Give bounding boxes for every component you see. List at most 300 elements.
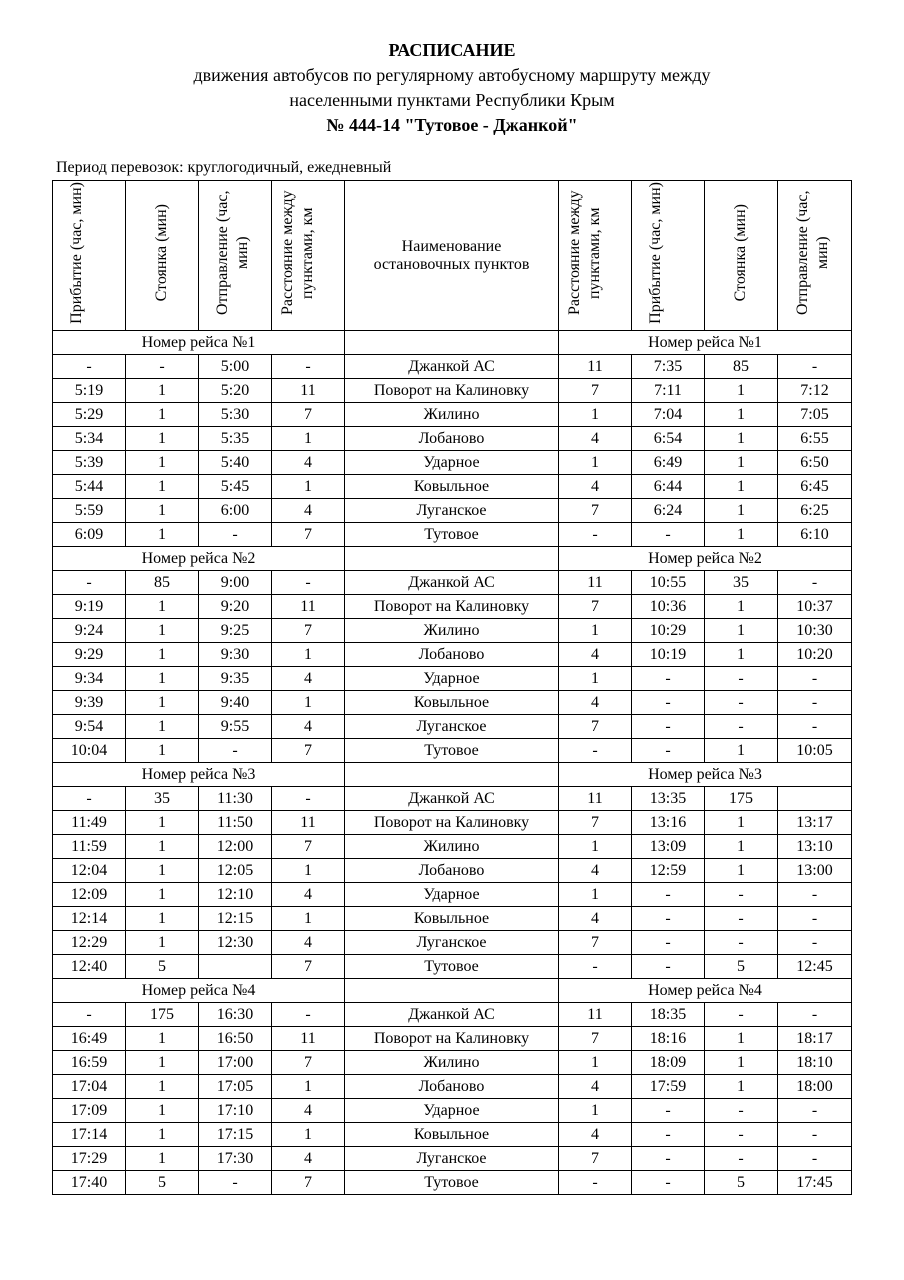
distance-out-cell: 11 xyxy=(272,595,345,619)
stop-back-cell: 1 xyxy=(705,427,778,451)
arrival-back-cell: - xyxy=(632,715,705,739)
departure-back-cell: 6:25 xyxy=(778,499,852,523)
stop-back-cell: 1 xyxy=(705,379,778,403)
table-row xyxy=(53,475,852,499)
departure-out-cell: 9:00 xyxy=(199,571,272,595)
departure-out-cell: - xyxy=(199,1171,272,1195)
distance-out-cell: 11 xyxy=(272,811,345,835)
stop-out-cell: 1 xyxy=(126,931,199,955)
stop-out-cell: 1 xyxy=(126,595,199,619)
stop-out-cell: 175 xyxy=(126,1003,199,1027)
arrival-out-cell: 9:19 xyxy=(53,595,126,619)
departure-out-cell: 9:30 xyxy=(199,643,272,667)
table-row xyxy=(53,691,852,715)
distance-back-cell: - xyxy=(559,739,632,763)
arrival-out-cell: 17:09 xyxy=(53,1099,126,1123)
departure-back-cell: - xyxy=(778,667,852,691)
stop-back-cell: 1 xyxy=(705,475,778,499)
distance-back-cell: 1 xyxy=(559,451,632,475)
stop-out-cell: 1 xyxy=(126,1147,199,1171)
stop-name-cell: Джанкой АС xyxy=(345,1003,559,1027)
arrival-back-cell: - xyxy=(632,883,705,907)
table-row xyxy=(53,595,852,619)
table-row xyxy=(53,835,852,859)
stop-name-cell: Поворот на Калиновку xyxy=(345,1027,559,1051)
stop-name-cell: Ударное xyxy=(345,667,559,691)
stop-back-cell: 1 xyxy=(705,1027,778,1051)
stop-name-cell: Ковыльное xyxy=(345,1123,559,1147)
arrival-back-cell: 10:29 xyxy=(632,619,705,643)
arrival-back-cell: 18:09 xyxy=(632,1051,705,1075)
arrival-out-cell: 5:59 xyxy=(53,499,126,523)
stop-back-cell: 1 xyxy=(705,739,778,763)
stop-name-cell: Тутовое xyxy=(345,739,559,763)
stop-back-cell: - xyxy=(705,907,778,931)
departure-back-cell: 7:12 xyxy=(778,379,852,403)
arrival-back-cell: 7:04 xyxy=(632,403,705,427)
arrival-back-cell: 10:55 xyxy=(632,571,705,595)
document-subtitle-line-1: движения автобусов по регулярному автобусному маршруту между xyxy=(193,65,711,85)
table-row xyxy=(53,907,852,931)
arrival-back-cell: - xyxy=(632,907,705,931)
stop-back-cell: 1 xyxy=(705,523,778,547)
table-row xyxy=(53,787,852,811)
stop-out-cell: 1 xyxy=(126,1027,199,1051)
distance-back-cell: 7 xyxy=(559,1147,632,1171)
trip-header-spacer xyxy=(345,979,559,1003)
arrival-back-cell: - xyxy=(632,667,705,691)
departure-out-cell: - xyxy=(199,739,272,763)
table-row xyxy=(53,1147,852,1171)
distance-out-cell: 1 xyxy=(272,643,345,667)
arrival-out-cell: - xyxy=(53,571,126,595)
departure-back-cell: 10:37 xyxy=(778,595,852,619)
distance-out-cell: - xyxy=(272,355,345,379)
departure-out-cell: 12:00 xyxy=(199,835,272,859)
arrival-out-cell: 16:49 xyxy=(53,1027,126,1051)
table-row xyxy=(53,1171,852,1195)
stop-name-cell: Ковыльное xyxy=(345,475,559,499)
column-header-arrival-left: Прибытие (час, мин) xyxy=(53,181,126,331)
distance-out-cell: 11 xyxy=(272,379,345,403)
arrival-back-cell: - xyxy=(632,955,705,979)
table-row xyxy=(53,859,852,883)
trip-number-left: Номер рейса №3 xyxy=(53,763,345,787)
stop-out-cell: 1 xyxy=(126,883,199,907)
distance-out-cell: 7 xyxy=(272,739,345,763)
stop-out-cell: 1 xyxy=(126,715,199,739)
arrival-out-cell: - xyxy=(53,787,126,811)
trip-number-left: Номер рейса №2 xyxy=(53,547,345,571)
stop-back-cell: - xyxy=(705,883,778,907)
document-subtitle-line-2: населенными пунктами Республики Крым xyxy=(289,90,615,110)
stop-back-cell: 1 xyxy=(705,643,778,667)
trip-header-row xyxy=(53,331,852,355)
table-row xyxy=(53,523,852,547)
departure-out-cell: 12:05 xyxy=(199,859,272,883)
table-row xyxy=(53,739,852,763)
distance-back-cell: 11 xyxy=(559,355,632,379)
arrival-out-cell: 5:44 xyxy=(53,475,126,499)
departure-back-cell: 7:05 xyxy=(778,403,852,427)
column-header-stop-name: Наименование остановочных пунктов xyxy=(345,181,559,331)
arrival-back-cell: 10:19 xyxy=(632,643,705,667)
departure-back-cell: 13:00 xyxy=(778,859,852,883)
distance-back-cell: 11 xyxy=(559,571,632,595)
trip-number-right: Номер рейса №3 xyxy=(559,763,852,787)
arrival-out-cell: 5:39 xyxy=(53,451,126,475)
departure-out-cell: 5:40 xyxy=(199,451,272,475)
departure-out-cell: 5:35 xyxy=(199,427,272,451)
distance-back-cell: 7 xyxy=(559,595,632,619)
arrival-back-cell: - xyxy=(632,1171,705,1195)
stop-name-cell: Жилино xyxy=(345,619,559,643)
stop-back-cell: 1 xyxy=(705,1075,778,1099)
distance-out-cell: 7 xyxy=(272,619,345,643)
departure-back-cell: 12:45 xyxy=(778,955,852,979)
distance-back-cell: 4 xyxy=(559,427,632,451)
column-header-distance-right: Расстояние между пунктами, км xyxy=(559,181,632,331)
departure-back-cell: - xyxy=(778,931,852,955)
stop-name-cell: Луганское xyxy=(345,931,559,955)
distance-out-cell: 1 xyxy=(272,907,345,931)
schedule-body xyxy=(53,331,852,1195)
arrival-back-cell: 13:16 xyxy=(632,811,705,835)
distance-back-cell: 11 xyxy=(559,1003,632,1027)
departure-back-cell: 13:10 xyxy=(778,835,852,859)
distance-back-cell: 11 xyxy=(559,787,632,811)
stop-name-cell: Джанкой АС xyxy=(345,355,559,379)
distance-back-cell: 7 xyxy=(559,499,632,523)
trip-header-spacer xyxy=(345,331,559,355)
departure-back-cell: - xyxy=(778,1147,852,1171)
stop-out-cell: 1 xyxy=(126,1099,199,1123)
stop-out-cell: 1 xyxy=(126,811,199,835)
table-row xyxy=(53,931,852,955)
trip-header-spacer xyxy=(345,547,559,571)
distance-back-cell: 1 xyxy=(559,883,632,907)
stop-name-cell: Лобаново xyxy=(345,643,559,667)
trip-header-row xyxy=(53,763,852,787)
arrival-out-cell: - xyxy=(53,355,126,379)
table-row xyxy=(53,355,852,379)
distance-back-cell: 7 xyxy=(559,715,632,739)
route-number: № 444-14 "Тутовое - Джанкой" xyxy=(326,115,578,135)
stop-out-cell: 1 xyxy=(126,1123,199,1147)
distance-out-cell: 1 xyxy=(272,1075,345,1099)
table-row xyxy=(53,379,852,403)
column-header-stop-left: Стоянка (мин) xyxy=(126,181,199,331)
stop-name-cell: Луганское xyxy=(345,1147,559,1171)
stop-name-cell: Жилино xyxy=(345,403,559,427)
stop-out-cell: 1 xyxy=(126,667,199,691)
stop-name-cell: Жилино xyxy=(345,835,559,859)
departure-out-cell: 5:00 xyxy=(199,355,272,379)
departure-back-cell: 18:10 xyxy=(778,1051,852,1075)
departure-out-cell: - xyxy=(199,523,272,547)
trip-header-spacer xyxy=(345,763,559,787)
arrival-out-cell: 5:34 xyxy=(53,427,126,451)
stop-out-cell: 1 xyxy=(126,403,199,427)
departure-back-cell: - xyxy=(778,571,852,595)
arrival-out-cell: 5:19 xyxy=(53,379,126,403)
arrival-out-cell: 12:29 xyxy=(53,931,126,955)
distance-back-cell: 4 xyxy=(559,691,632,715)
stop-name-cell: Ковыльное xyxy=(345,691,559,715)
arrival-back-cell: 6:49 xyxy=(632,451,705,475)
arrival-back-cell: - xyxy=(632,1099,705,1123)
arrival-out-cell: 12:14 xyxy=(53,907,126,931)
distance-back-cell: 7 xyxy=(559,379,632,403)
departure-back-cell: 18:00 xyxy=(778,1075,852,1099)
departure-out-cell: 17:10 xyxy=(199,1099,272,1123)
arrival-back-cell: - xyxy=(632,1147,705,1171)
departure-out-cell: 12:30 xyxy=(199,931,272,955)
departure-back-cell xyxy=(778,787,852,811)
distance-out-cell: 7 xyxy=(272,955,345,979)
table-row xyxy=(53,883,852,907)
arrival-back-cell: 6:54 xyxy=(632,427,705,451)
distance-out-cell: 1 xyxy=(272,859,345,883)
arrival-back-cell: - xyxy=(632,691,705,715)
departure-back-cell: 6:10 xyxy=(778,523,852,547)
table-row xyxy=(53,499,852,523)
distance-out-cell: 4 xyxy=(272,883,345,907)
departure-back-cell: 10:05 xyxy=(778,739,852,763)
document-title: РАСПИСАНИЕ xyxy=(388,40,516,60)
stop-back-cell: 1 xyxy=(705,859,778,883)
arrival-back-cell: 12:59 xyxy=(632,859,705,883)
departure-out-cell: 9:55 xyxy=(199,715,272,739)
stop-out-cell: 5 xyxy=(126,955,199,979)
departure-out-cell: 9:25 xyxy=(199,619,272,643)
distance-back-cell: 7 xyxy=(559,931,632,955)
stop-name-cell: Тутовое xyxy=(345,523,559,547)
stop-name-cell: Джанкой АС xyxy=(345,571,559,595)
arrival-back-cell: - xyxy=(632,739,705,763)
table-row xyxy=(53,667,852,691)
stop-back-cell: - xyxy=(705,691,778,715)
distance-back-cell: 1 xyxy=(559,1051,632,1075)
departure-out-cell: 9:20 xyxy=(199,595,272,619)
table-row xyxy=(53,1003,852,1027)
arrival-out-cell: 12:40 xyxy=(53,955,126,979)
arrival-out-cell: 17:04 xyxy=(53,1075,126,1099)
stop-out-cell: 1 xyxy=(126,1051,199,1075)
departure-back-cell: 10:20 xyxy=(778,643,852,667)
stop-back-cell: - xyxy=(705,667,778,691)
arrival-out-cell: - xyxy=(53,1003,126,1027)
departure-out-cell: 17:05 xyxy=(199,1075,272,1099)
distance-out-cell: 11 xyxy=(272,1027,345,1051)
stop-back-cell: - xyxy=(705,931,778,955)
stop-name-cell: Лобаново xyxy=(345,427,559,451)
stop-back-cell: 35 xyxy=(705,571,778,595)
departure-back-cell: - xyxy=(778,715,852,739)
stop-out-cell: 1 xyxy=(126,643,199,667)
arrival-out-cell: 11:49 xyxy=(53,811,126,835)
document-header xyxy=(0,38,904,138)
departure-back-cell: 10:30 xyxy=(778,619,852,643)
arrival-out-cell: 11:59 xyxy=(53,835,126,859)
distance-out-cell: 4 xyxy=(272,1147,345,1171)
arrival-out-cell: 16:59 xyxy=(53,1051,126,1075)
distance-out-cell: 7 xyxy=(272,403,345,427)
distance-out-cell: 1 xyxy=(272,691,345,715)
stop-name-cell: Лобаново xyxy=(345,1075,559,1099)
stop-out-cell: 1 xyxy=(126,835,199,859)
departure-out-cell: 6:00 xyxy=(199,499,272,523)
stop-back-cell: 1 xyxy=(705,451,778,475)
departure-out-cell: 5:45 xyxy=(199,475,272,499)
stop-name-cell: Ковыльное xyxy=(345,907,559,931)
stop-name-cell: Тутовое xyxy=(345,1171,559,1195)
arrival-back-cell: - xyxy=(632,931,705,955)
stop-name-cell: Поворот на Калиновку xyxy=(345,811,559,835)
departure-back-cell: - xyxy=(778,907,852,931)
stop-back-cell: - xyxy=(705,1147,778,1171)
departure-back-cell: 6:55 xyxy=(778,427,852,451)
departure-out-cell: 9:40 xyxy=(199,691,272,715)
arrival-out-cell: 9:39 xyxy=(53,691,126,715)
distance-back-cell: 1 xyxy=(559,835,632,859)
stop-name-cell: Луганское xyxy=(345,499,559,523)
stop-back-cell: - xyxy=(705,715,778,739)
distance-back-cell: - xyxy=(559,1171,632,1195)
arrival-back-cell: 18:35 xyxy=(632,1003,705,1027)
distance-back-cell: 4 xyxy=(559,475,632,499)
distance-out-cell: 7 xyxy=(272,523,345,547)
distance-back-cell: - xyxy=(559,523,632,547)
arrival-back-cell: 13:35 xyxy=(632,787,705,811)
stop-name-cell: Поворот на Калиновку xyxy=(345,595,559,619)
table-row xyxy=(53,1051,852,1075)
arrival-back-cell: 7:11 xyxy=(632,379,705,403)
stop-out-cell: 85 xyxy=(126,571,199,595)
distance-out-cell: - xyxy=(272,571,345,595)
distance-out-cell: 4 xyxy=(272,499,345,523)
departure-out-cell: 11:50 xyxy=(199,811,272,835)
arrival-back-cell: 6:44 xyxy=(632,475,705,499)
arrival-back-cell: - xyxy=(632,523,705,547)
arrival-out-cell: 9:34 xyxy=(53,667,126,691)
distance-back-cell: 1 xyxy=(559,619,632,643)
arrival-out-cell: 9:54 xyxy=(53,715,126,739)
arrival-out-cell: 9:29 xyxy=(53,643,126,667)
arrival-out-cell: 6:09 xyxy=(53,523,126,547)
stop-back-cell: 1 xyxy=(705,499,778,523)
column-header-distance-left: Расстояние между пунктами, км xyxy=(272,181,345,331)
table-row xyxy=(53,1075,852,1099)
departure-back-cell: - xyxy=(778,1123,852,1147)
distance-back-cell: 7 xyxy=(559,811,632,835)
stop-name-cell: Джанкой АС xyxy=(345,787,559,811)
distance-out-cell: 7 xyxy=(272,1171,345,1195)
stop-back-cell: 1 xyxy=(705,403,778,427)
distance-out-cell: 4 xyxy=(272,1099,345,1123)
arrival-back-cell: - xyxy=(632,1123,705,1147)
stop-out-cell: 1 xyxy=(126,1075,199,1099)
schedule-table xyxy=(52,180,852,1195)
distance-out-cell: 7 xyxy=(272,835,345,859)
arrival-out-cell: 9:24 xyxy=(53,619,126,643)
stop-out-cell: 1 xyxy=(126,523,199,547)
departure-back-cell: 17:45 xyxy=(778,1171,852,1195)
distance-out-cell: 1 xyxy=(272,475,345,499)
departure-back-cell: - xyxy=(778,355,852,379)
arrival-back-cell: 13:09 xyxy=(632,835,705,859)
table-row xyxy=(53,811,852,835)
stop-out-cell: 5 xyxy=(126,1171,199,1195)
departure-out-cell xyxy=(199,955,272,979)
stop-name-cell: Луганское xyxy=(345,715,559,739)
column-header-arrival-right: Прибытие (час, мин) xyxy=(632,181,705,331)
distance-back-cell: 1 xyxy=(559,1099,632,1123)
distance-out-cell: 4 xyxy=(272,715,345,739)
stop-out-cell: 1 xyxy=(126,451,199,475)
stop-out-cell: 1 xyxy=(126,619,199,643)
departure-out-cell: 5:20 xyxy=(199,379,272,403)
distance-back-cell: 4 xyxy=(559,1123,632,1147)
distance-back-cell: 7 xyxy=(559,1027,632,1051)
arrival-out-cell: 12:09 xyxy=(53,883,126,907)
distance-out-cell: 4 xyxy=(272,451,345,475)
departure-out-cell: 17:15 xyxy=(199,1123,272,1147)
stop-back-cell: 5 xyxy=(705,955,778,979)
table-row xyxy=(53,427,852,451)
stop-name-cell: Ударное xyxy=(345,1099,559,1123)
departure-out-cell: 16:50 xyxy=(199,1027,272,1051)
trip-header-row xyxy=(53,979,852,1003)
stop-back-cell: 1 xyxy=(705,595,778,619)
departure-out-cell: 12:10 xyxy=(199,883,272,907)
distance-out-cell: 4 xyxy=(272,931,345,955)
stop-back-cell: - xyxy=(705,1003,778,1027)
stop-name-cell: Поворот на Калиновку xyxy=(345,379,559,403)
transport-period: Период перевозок: круглогодичный, ежедневный xyxy=(56,159,392,176)
stop-back-cell: - xyxy=(705,1123,778,1147)
departure-back-cell: 13:17 xyxy=(778,811,852,835)
stop-back-cell: 1 xyxy=(705,811,778,835)
stop-back-cell: 1 xyxy=(705,619,778,643)
departure-back-cell: - xyxy=(778,1099,852,1123)
distance-out-cell: 1 xyxy=(272,427,345,451)
stop-out-cell: 1 xyxy=(126,859,199,883)
table-row xyxy=(53,715,852,739)
arrival-out-cell: 17:29 xyxy=(53,1147,126,1171)
stop-out-cell: 1 xyxy=(126,427,199,451)
arrival-back-cell: 6:24 xyxy=(632,499,705,523)
table-row xyxy=(53,571,852,595)
stop-back-cell: 1 xyxy=(705,835,778,859)
arrival-back-cell: 10:36 xyxy=(632,595,705,619)
stop-name-cell: Тутовое xyxy=(345,955,559,979)
departure-back-cell: - xyxy=(778,1003,852,1027)
trip-number-right: Номер рейса №4 xyxy=(559,979,852,1003)
departure-back-cell: 6:45 xyxy=(778,475,852,499)
table-row xyxy=(53,403,852,427)
distance-back-cell: 1 xyxy=(559,403,632,427)
distance-back-cell: 4 xyxy=(559,859,632,883)
table-row xyxy=(53,451,852,475)
stop-name-cell: Жилино xyxy=(345,1051,559,1075)
trip-header-row xyxy=(53,547,852,571)
departure-out-cell: 9:35 xyxy=(199,667,272,691)
trip-number-right: Номер рейса №1 xyxy=(559,331,852,355)
stop-out-cell: 35 xyxy=(126,787,199,811)
stop-name-cell: Лобаново xyxy=(345,859,559,883)
table-row xyxy=(53,643,852,667)
